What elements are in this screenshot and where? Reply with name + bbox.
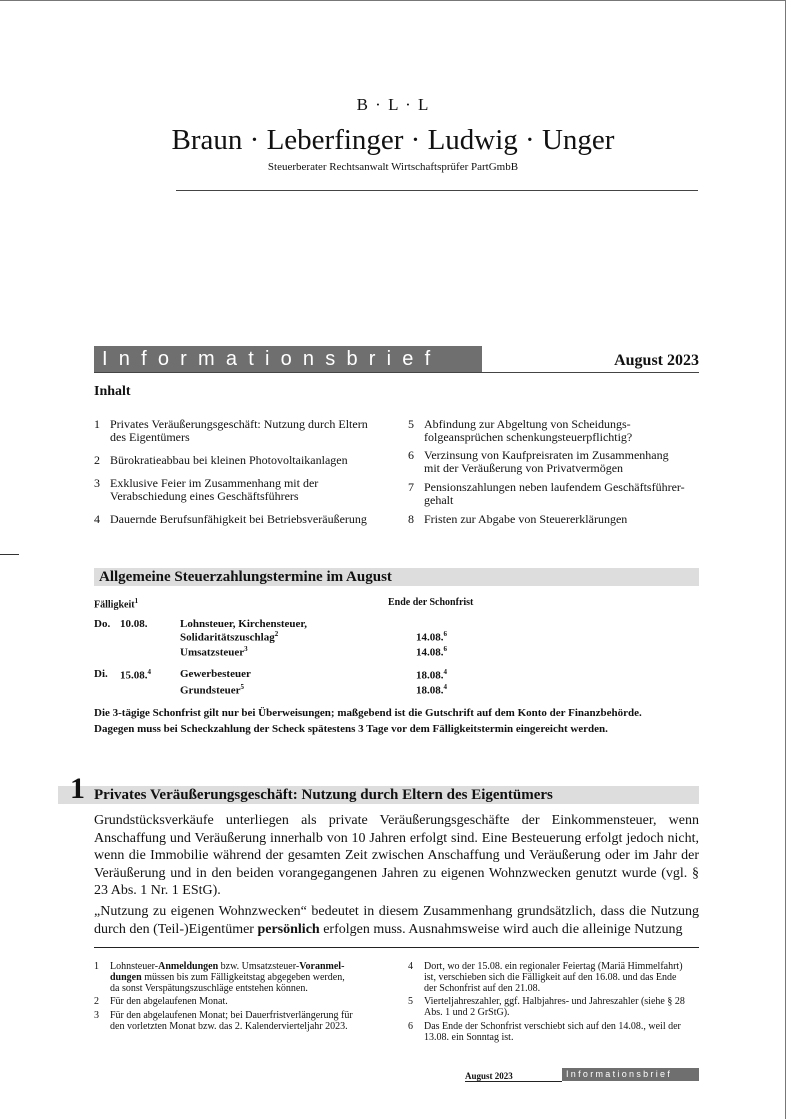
schedule-heading-bar xyxy=(94,568,699,586)
article-paragraph: „Nutzung zu eigenen Wohnzwecken“ bedeutet in diesem Zusammenhang grundsätzlich, dass die Nutzung durch den (Teil-)Eigentümer persönlich erfolgen muss. Ausnahmsweise wird auch die alleinige Nutzung xyxy=(94,904,699,937)
schedule-tax: Gewerbesteuer xyxy=(180,668,251,680)
schedule-tax: Umsatzsteuer$^3$ xyxy=(180,645,248,659)
schedule-day: Do. xyxy=(94,618,111,630)
schedule-end-date: 18.08.$^4$ xyxy=(416,683,447,697)
article-paragraph: Grundstücksverkäufe unterliegen als private Veräußerungsgeschäfte der Einkommensteuer, wenn Anschaffung und Veräußerung innerhalb von 10 Jahren erfolgt sind. Eine Besteuerung erfolgt jedoch nicht, wenn die Immobilie während der gesamten Zeit zwischen Anschaffung und Veräußerung oder im Jahr der Veräußerung und in den beiden vorangegangenen Jahren zu eigenen Wohnzwecken genutzt wurde (vgl. § 23 Abs. 1 Nr. 1 EStG). xyxy=(94,813,699,899)
masthead-rule xyxy=(94,372,699,373)
article-title: Privates Veräußerungsgeschäft: Nutzung durch Eltern des Eigentümers xyxy=(94,787,553,803)
footer-title-banner: Informationsbrief xyxy=(562,1068,699,1081)
article-number: 1 xyxy=(70,772,85,805)
schedule-tax: Solidaritätszuschlag$^2$ xyxy=(180,630,279,644)
schedule-end-date: 18.08.$^4$ xyxy=(416,668,447,682)
page-border-top xyxy=(0,0,786,1)
footnote-rule xyxy=(94,947,699,948)
article-heading-bar xyxy=(58,786,699,804)
schedule-end-date: 14.08.$^6$ xyxy=(416,630,447,644)
schedule-heading: Allgemeine Steuerzahlungstermine im August xyxy=(99,569,392,585)
schedule-day: Di. xyxy=(94,668,108,680)
footer-rule xyxy=(465,1081,562,1082)
schedule-tax: Lohnsteuer, Kirchensteuer, xyxy=(180,618,308,630)
footer-date: August 2023 xyxy=(465,1071,513,1081)
newsletter-title-banner: Informationsbrief xyxy=(94,346,482,372)
schedule-date: 10.08. xyxy=(120,618,148,630)
firm-name: Braun · Leberfinger · Ludwig · Unger xyxy=(171,124,615,156)
schedule-note: Die 3-tägige Schonfrist gilt nur bei Überweisungen; maßgebend ist die Gutschrift auf dem Konto der Finanzbehörde. Dagegen muss bei Scheckzahlung der Scheck spätestens 3 Tage vor dem Fälligkeitstermin eingereicht werden. xyxy=(94,707,642,735)
firm-subtitle: Steuerberater Rechtsanwalt Wirtschaftsprüfer PartGmbB xyxy=(267,161,519,173)
firm-abbreviation: B · L · L xyxy=(356,95,430,114)
letterhead-rule xyxy=(176,190,698,191)
toc-heading: Inhalt xyxy=(94,384,131,399)
schedule-tax: Grundsteuer$^5$ xyxy=(180,683,244,697)
schedule-column-due: Fälligkeit$^1$ xyxy=(94,597,139,611)
newsletter-date: August 2023 xyxy=(614,352,699,369)
schedule-end-date: 14.08.$^6$ xyxy=(416,645,447,659)
fold-mark xyxy=(0,554,19,555)
schedule-date: 15.08.$^4$ xyxy=(120,668,151,682)
schedule-column-end: Ende der Schonfrist xyxy=(388,597,474,608)
